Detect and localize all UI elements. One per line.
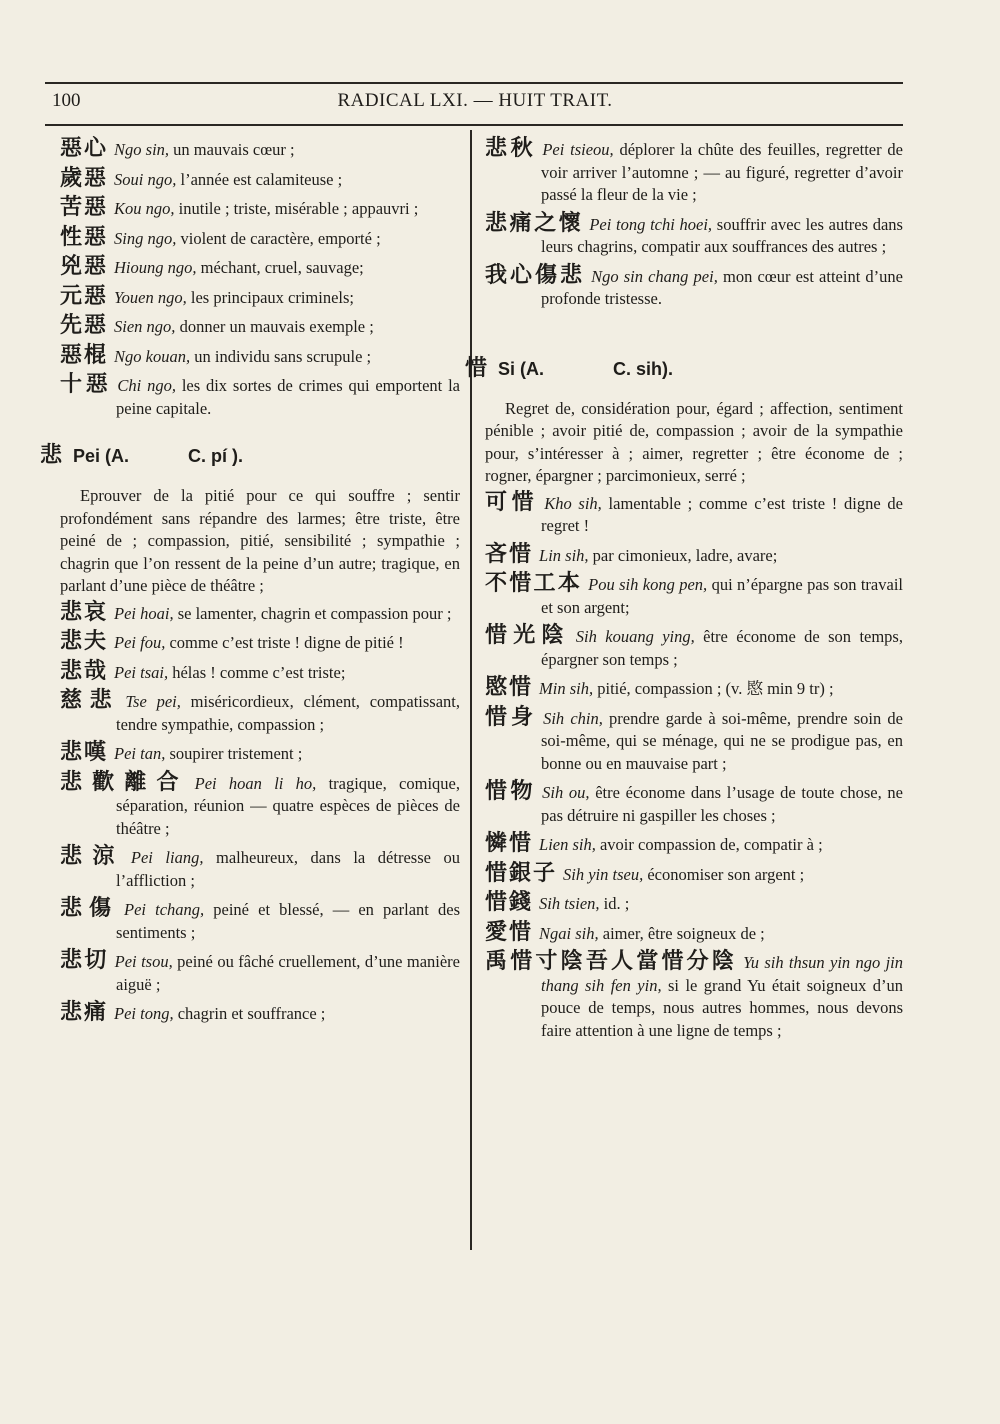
entry-definition: par cimonieux, ladre, avare;	[588, 545, 778, 565]
entry-characters: 兇惡	[60, 254, 109, 279]
entry-definition: violent de caractère, emporté ;	[176, 228, 381, 248]
definition-paragraph: Regret de, considération pour, égard ; affection, sentiment pénible ; avoir pitié de, compassion ; avoir de la sympathie pour, s’intéresser à ; aimer, regretter ; être économe de ; rogner, épargner ; parcimonieux, serré ;	[485, 398, 903, 485]
entry-romanization: Lien sih,	[539, 835, 596, 854]
dictionary-entry	[485, 210, 903, 259]
entry-romanization: Sien ngo,	[114, 317, 176, 336]
entry-definition: les dix sortes de crimes qui emportent la peine capitale.	[116, 376, 460, 418]
entry-romanization: Pei tsou,	[114, 952, 173, 971]
entry-definition: id. ;	[599, 894, 630, 913]
entry-romanization: Yu sih thsun yin ngo jin thang sih fen yin,	[541, 953, 903, 995]
dictionary-entry	[60, 256, 460, 280]
entry-definition: être économe dans l’usage de toute chose, ne pas détruire ni gaspiller les choses ;	[541, 783, 903, 825]
dictionary-entry	[60, 658, 460, 685]
entry-definition: hélas ! comme c’est triste;	[168, 662, 346, 682]
entry-romanization: Sih yin tseu,	[563, 864, 644, 884]
right-column	[465, 136, 904, 1048]
entry-romanization: Pei tsieou,	[542, 140, 614, 159]
entry-characters: 惜物	[485, 779, 537, 804]
heading-pronunciation: C. pí ).	[188, 446, 244, 466]
dictionary-entry	[60, 224, 460, 251]
entry-romanization: Pei tong tchi hoei,	[589, 214, 713, 234]
dictionary-entry	[60, 1002, 460, 1026]
dictionary-entry	[60, 342, 460, 369]
entry-characters: 禹惜寸陰吾人當惜分陰	[485, 949, 738, 974]
entry-romanization: Sih chin,	[543, 708, 603, 728]
dictionary-entry	[60, 197, 460, 221]
entry-romanization: Sing ngo,	[114, 228, 177, 248]
entry-characters: 惡心	[60, 136, 109, 161]
entry-definition: un individu sans scrupule ;	[190, 346, 372, 366]
entry-definition: comme c’est triste ! digne de pitié !	[165, 633, 404, 652]
entry-romanization: Kou ngo,	[114, 199, 175, 218]
entry-definition: miséricordieux, clément, compatissant, tendre sympathie, compassion ;	[116, 692, 460, 734]
dictionary-entry	[485, 892, 903, 916]
heading-romanization: Pei (A.	[73, 446, 130, 466]
entry-romanization: Sih ou,	[542, 783, 590, 802]
entry-characters: 先惡	[60, 313, 109, 338]
entry-definition: peiné ou fâché cruellement, d’une manière aiguë ;	[116, 952, 460, 994]
entry-romanization: Pei tan,	[114, 744, 166, 763]
entry-definition: les principaux criminels;	[186, 287, 355, 307]
entry-definition: malheureux, dans la détresse ou l’affliction ;	[116, 848, 460, 890]
entry-characters: 悲涼	[60, 844, 125, 869]
dictionary-entry	[60, 374, 460, 420]
definition-paragraph: Eprouver de la pitié pour ce qui souffre ; sentir profondément sans répandre des larmes; être triste, être peiné de ; compassion, pitié, sensibilité ; sympathie ; chagrin que l’on ressent de la peine d’un autre; tragique, en parlant d’une pièce de théâtre ;	[60, 486, 460, 595]
page-header	[50, 90, 900, 118]
entry-romanization: Pei liang,	[130, 848, 204, 867]
dictionary-entry	[60, 769, 460, 841]
heading-character: 悲	[40, 443, 65, 468]
entry-romanization: Min sih,	[539, 679, 594, 698]
entries-pei	[60, 599, 460, 1026]
dictionary-entry	[485, 951, 903, 1042]
entry-characters: 惜身	[485, 704, 538, 730]
entry-romanization: Hioung ngo,	[114, 258, 197, 277]
entry-characters: 悲夫	[60, 629, 109, 654]
entry-characters: 苦惡	[60, 195, 109, 220]
entry-definition: économiser son argent ;	[643, 864, 805, 884]
dictionary-entry	[485, 138, 903, 207]
dictionary-entry	[485, 919, 903, 946]
header-rule	[45, 124, 903, 126]
entry-characters: 惡棍	[60, 342, 109, 368]
entry-definition: chagrin et souffrance ;	[173, 1004, 326, 1023]
entry-romanization: Pei fou,	[114, 633, 166, 652]
entry-definition: lamentable ; comme c’est triste ! digne de regret !	[541, 493, 903, 535]
dictionary-entry	[485, 573, 903, 619]
entry-definition: pitié, compassion ; (v. 愍 min 9 tr) ;	[593, 679, 834, 698]
entry-definition: un mauvais cœur ;	[169, 140, 295, 159]
entry-characters: 悲傷	[60, 896, 118, 921]
column-divider	[470, 130, 472, 1250]
entry-romanization: Pei tchang,	[124, 900, 205, 919]
dictionary-entry	[60, 138, 460, 162]
dictionary-entry	[60, 283, 460, 310]
entries-ngo	[60, 138, 460, 420]
dictionary-entry	[60, 846, 460, 892]
entry-romanization: Ngo kouan,	[114, 346, 191, 366]
entry-characters: 愛惜	[485, 919, 534, 945]
entry-definition: méchant, cruel, sauvage;	[196, 258, 364, 277]
entry-characters: 悲歡離合	[60, 769, 189, 795]
entry-romanization: Ngo sin chang pei,	[591, 266, 718, 286]
entry-romanization: Sih kouang ying,	[575, 627, 695, 646]
running-title: RADICAL LXI. — HUIT TRAIT.	[337, 90, 613, 111]
entry-definition: aimer, être soigneux de ;	[598, 923, 765, 943]
entry-definition: l’année est calamiteuse ;	[176, 169, 343, 189]
heading-pei	[40, 438, 460, 469]
entry-characters: 悲哉	[60, 658, 109, 684]
dictionary-entry	[60, 631, 460, 655]
entry-characters: 慈悲	[60, 688, 120, 713]
dictionary-entry	[485, 677, 903, 701]
entry-romanization: Kho sih,	[544, 493, 602, 513]
entry-characters: 悲痛之懷	[485, 210, 584, 236]
entry-definition: qui n’épargne pas son travail et son argent;	[541, 575, 903, 617]
entry-definition: si le grand Yu était soigneux d’un pouce de temps, nous autres hommes, nous devons faire attention à une ligne de temps ;	[541, 975, 904, 1040]
heading-pronunciation: C. sih).	[613, 358, 674, 379]
entry-characters: 我心傷悲	[485, 262, 586, 288]
dictionary-entry	[60, 950, 460, 996]
entry-characters: 悲哀	[60, 599, 109, 625]
dictionary-entry	[485, 262, 903, 311]
entry-definition: être économe de son temps, épargner son temps ;	[541, 627, 903, 669]
entry-romanization: Pei tong,	[114, 1004, 174, 1023]
entry-characters: 可惜	[485, 489, 539, 515]
entry-romanization: Tse pei,	[125, 692, 181, 711]
entry-characters: 惜錢	[485, 890, 534, 915]
heading-character: 惜	[465, 355, 490, 381]
entry-definition: prendre garde à soi-même, prendre soin de soi-même, qui se ménage, qui ne se prodigue pas, en bonne ou en mauvaise part ;	[541, 708, 903, 773]
dictionary-entry	[485, 781, 903, 827]
dictionary-entry	[60, 898, 460, 944]
heading-si	[465, 351, 903, 382]
entry-definition: déplorer la chûte des feuilles, regretter de voir arriver l’automne ; — au figuré, regretter d’avoir passé la fleur de la vie ;	[541, 140, 903, 204]
entry-romanization: Pei tsai,	[114, 662, 169, 682]
left-column	[40, 136, 460, 1032]
entry-romanization: Pou sih kong pen,	[588, 575, 708, 594]
entry-characters: 悲痛	[60, 1000, 109, 1025]
entry-romanization: Youen ngo,	[114, 287, 187, 307]
entries-si	[485, 489, 904, 1043]
dictionary-entry	[485, 833, 903, 857]
entry-characters: 元惡	[60, 283, 109, 309]
entry-characters: 惜光陰	[485, 623, 570, 648]
entry-definition: avoir compassion de, compatir à ;	[595, 835, 823, 854]
entry-definition: tragique, comique, séparation, réunion — quatre espèces de pièces de théâtre ;	[116, 773, 460, 838]
dictionary-entry	[60, 165, 460, 192]
entry-romanization: Sih tsien,	[539, 894, 600, 913]
entry-definition: donner un mauvais exemple ;	[175, 317, 374, 336]
dictionary-entry	[60, 690, 460, 736]
page-number: 100	[52, 90, 81, 111]
entry-romanization: Chi ngo,	[117, 376, 176, 395]
entry-characters: 不惜工本	[485, 571, 583, 596]
entries-pei-continued	[485, 138, 903, 311]
dictionary-entry	[60, 315, 460, 339]
dictionary-entry	[60, 742, 460, 766]
entry-romanization: Lin sih,	[539, 545, 589, 565]
dictionary-entry	[485, 625, 903, 671]
entry-romanization: Ngai sih,	[539, 923, 599, 943]
entry-definition: se lamenter, chagrin et compassion pour ;	[173, 603, 452, 623]
entry-definition: soupirer tristement ;	[165, 744, 303, 763]
heading-romanization: Si (A.	[498, 358, 545, 379]
entry-characters: 悲切	[60, 948, 109, 973]
entry-definition: inutile ; triste, misérable ; appauvri ;	[174, 199, 419, 218]
dictionary-entry	[485, 704, 903, 776]
entry-characters: 惜銀子	[485, 860, 558, 886]
dictionary-entry	[60, 599, 460, 626]
entry-characters: 憐惜	[485, 831, 534, 856]
dictionary-entry	[485, 541, 903, 568]
entry-definition: peiné et blessé, — en parlant des sentiments ;	[116, 900, 460, 942]
entry-characters: 悲嘆	[60, 740, 109, 765]
entry-characters: 吝惜	[485, 541, 534, 567]
entry-definition: mon cœur est atteint d’une profonde tristesse.	[541, 266, 903, 308]
entry-romanization: Pei hoan li ho,	[194, 773, 317, 793]
dictionary-entry	[485, 860, 903, 887]
entry-definition: souffrir avec les autres dans leurs chagrins, compatir aux souffrances des autres ;	[541, 214, 903, 256]
top-rule	[45, 82, 903, 84]
dictionary-entry	[485, 489, 903, 538]
entry-characters: 歲惡	[60, 165, 109, 191]
entry-characters: 十惡	[60, 372, 112, 397]
entry-romanization: Ngo sin,	[114, 140, 170, 159]
entry-characters: 悲秋	[485, 136, 537, 161]
entry-characters: 性惡	[60, 224, 109, 250]
entry-romanization: Soui ngo,	[114, 169, 177, 189]
entry-characters: 愍惜	[485, 675, 534, 700]
entry-romanization: Pei hoai,	[114, 603, 174, 623]
